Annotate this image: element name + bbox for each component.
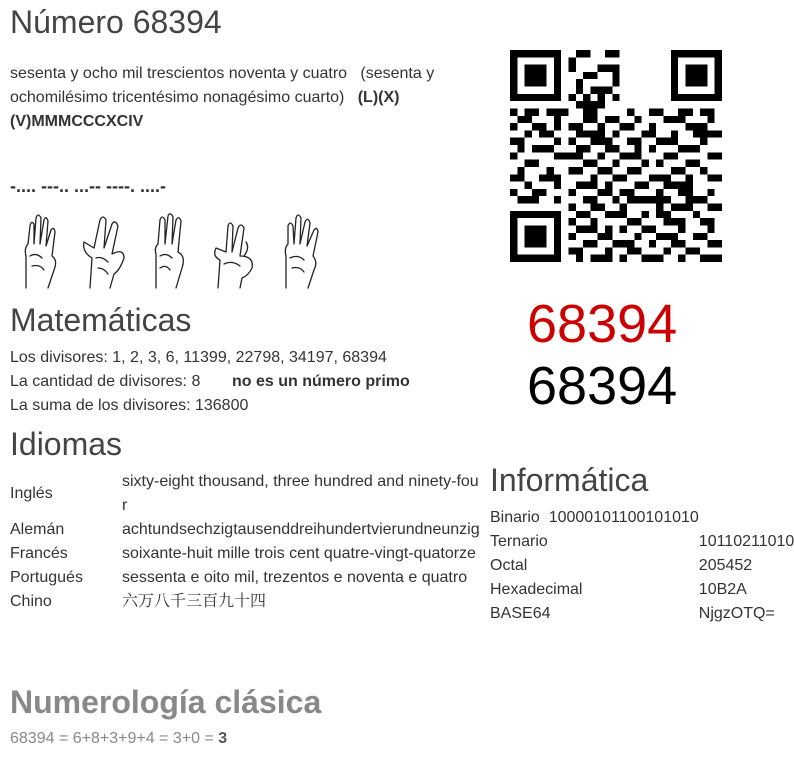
morse-code: -.... ---.. ...-- ----. ....- <box>10 176 166 196</box>
base-label: Hexadecimal <box>490 581 583 598</box>
language-text: sessenta e oito mil, trezentos e noventa e quatro <box>122 569 468 586</box>
big-number-black: 68394 <box>527 356 678 416</box>
divisors-list: Los divisores: 1, 2, 3, 6, 11399, 22798, 34197, 68394 <box>10 349 387 366</box>
language-name: Chino <box>10 593 52 610</box>
computing-heading: Informática <box>490 462 649 498</box>
table-row <box>490 578 794 602</box>
number-in-words <box>10 62 480 134</box>
language-name: Alemán <box>10 521 65 538</box>
base-value: 10B2A <box>698 581 747 598</box>
numerology-heading: Numerología clásica <box>10 684 322 720</box>
math-heading: Matemáticas <box>10 302 192 338</box>
table-row <box>490 554 794 578</box>
base-label: Ternario <box>490 533 548 550</box>
qr-code-icon <box>510 50 722 262</box>
base-label: Binario 10000101100101010 <box>490 509 699 526</box>
table-row <box>10 542 480 566</box>
base-value: 10110211010 <box>698 533 794 550</box>
language-name: Francés <box>10 545 68 562</box>
base-value: 205452 <box>698 557 753 574</box>
languages-heading: Idiomas <box>10 426 123 462</box>
languages-table <box>10 470 480 614</box>
numerology-formula: 68394 = 6+8+3+9+4 = 3+0 = 3 <box>10 730 228 747</box>
base-label: BASE64 <box>490 605 551 622</box>
sign-language-hands-icon <box>14 212 334 290</box>
table-row <box>10 590 480 614</box>
page-title: Número 68394 <box>10 4 222 40</box>
table-row <box>490 602 794 626</box>
prime-status: no es un número primo <box>232 373 410 390</box>
language-text: soixante-huit mille trois cent quatre-vingt-quatorze <box>122 545 476 562</box>
language-text: achtundsechzigtausenddreihundertvierundneunzig <box>122 521 480 538</box>
language-name: Portugués <box>10 569 83 586</box>
divisor-count: La cantidad de divisores: 8 <box>10 373 201 390</box>
table-row <box>10 470 480 518</box>
ordinal-words: (sesenta y ochomilésimo tricentésimo nonagésimo cuarto) <box>10 65 435 106</box>
language-text: 六万八千三百九十四 <box>122 593 267 610</box>
base-label: Octal <box>490 557 528 574</box>
numerology-result: 3 <box>218 730 228 747</box>
spanish-words: sesenta y ocho mil trescientos noventa y cuatro <box>10 65 348 82</box>
language-name: Inglés <box>10 485 53 502</box>
big-number-red: 68394 <box>527 294 678 354</box>
computing-table <box>490 506 794 626</box>
base-value: 10000101100101010 <box>548 509 699 526</box>
table-row <box>10 566 480 590</box>
table-row <box>10 518 480 542</box>
base-value: NjgzOTQ= <box>698 605 775 622</box>
language-text: sixty-eight thousand, three hundred and ninety-four <box>122 473 479 514</box>
divisor-sum: La suma de los divisores: 136800 <box>10 397 249 414</box>
table-row <box>490 506 794 530</box>
roman-numeral: (L)(X)(V)MMMCCCXCIV <box>10 89 400 130</box>
table-row <box>490 530 794 554</box>
